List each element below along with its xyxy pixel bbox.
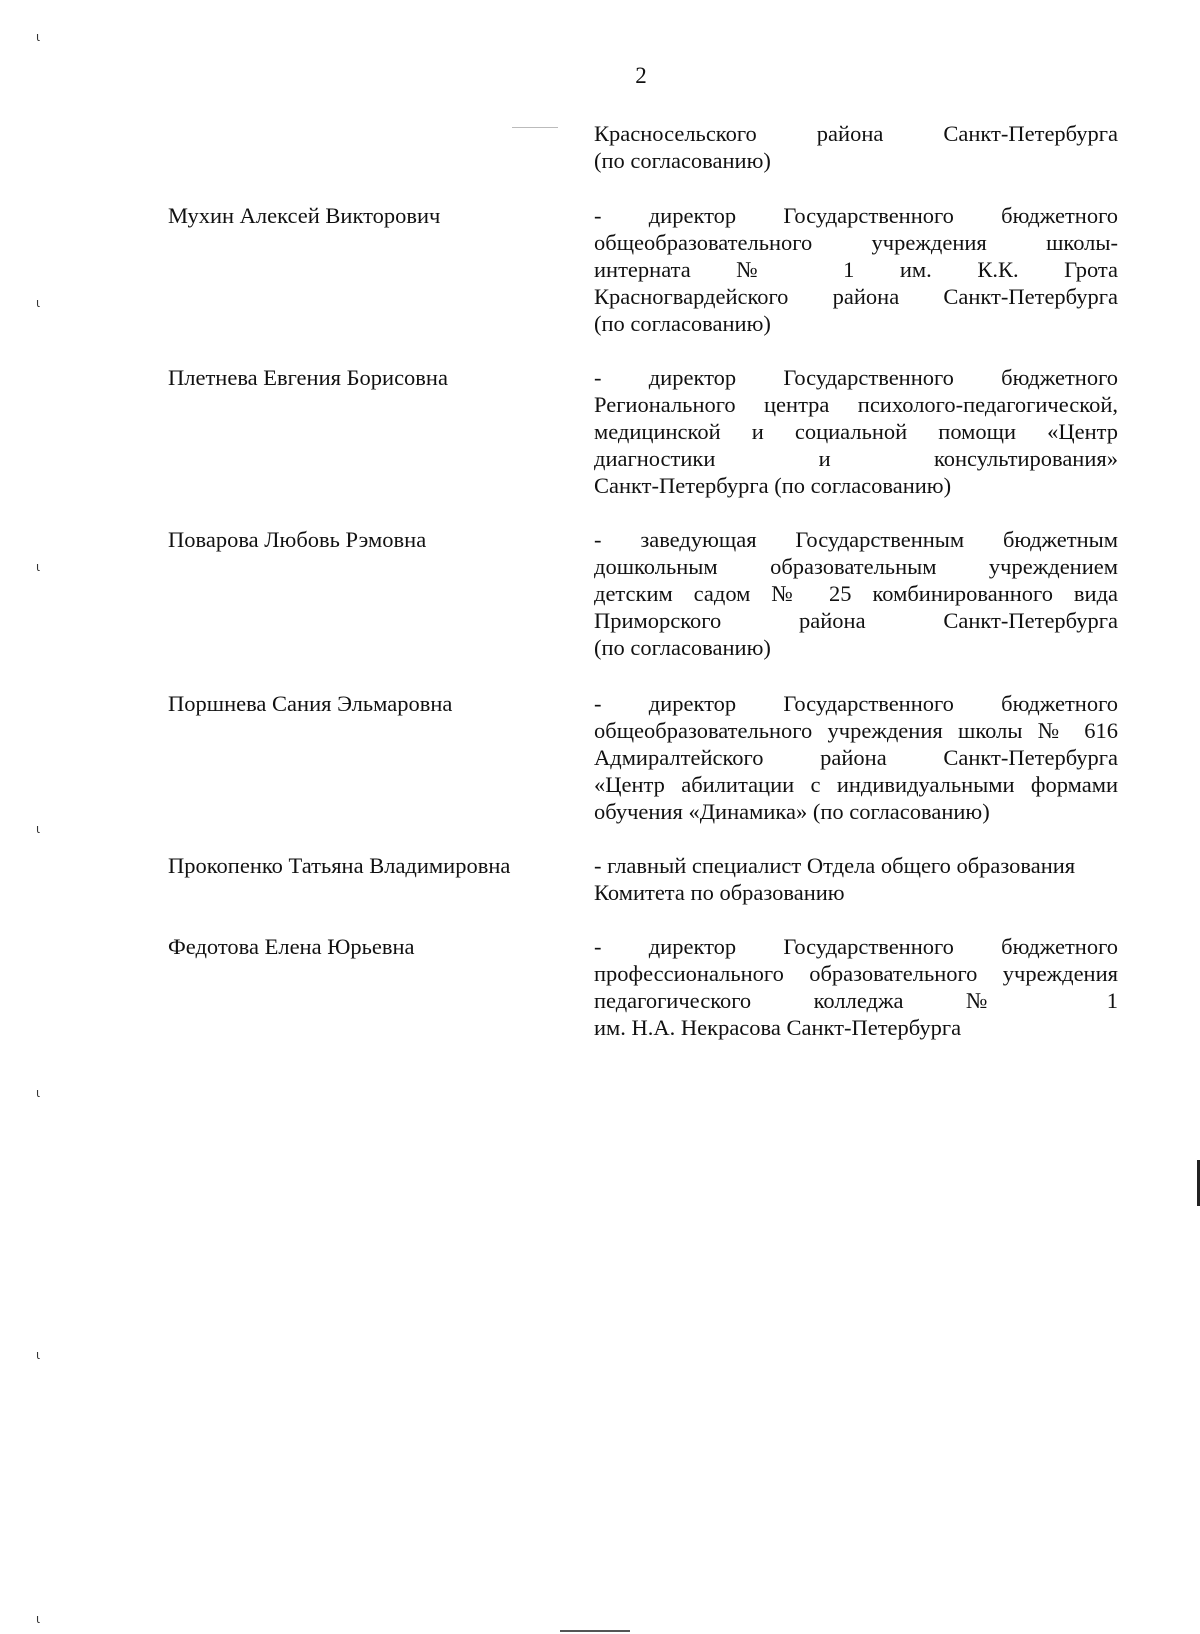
member-name: Федотова Елена Юрьевна [168,934,415,959]
member-position [594,526,1118,661]
position-line: - директор Государственного бюджетного [594,934,1118,959]
scan-dash [512,127,558,128]
member-position [594,120,1118,174]
member-name: Мухин Алексей Викторович [168,203,441,228]
member-position [594,852,1118,906]
position-line: дошкольным образовательным учреждением [594,554,1118,579]
scan-mark: ι [36,560,41,574]
scan-mark: ι [36,1086,41,1100]
position-line: диагностики и консультирования» [594,446,1118,471]
position-line: - директор Государственного бюджетного [594,365,1118,390]
scan-mark: ι [36,30,41,44]
position-line: - заведующая Государственным бюджетным [594,527,1118,552]
position-line: обучения «Динамика» (по согласованию) [594,799,990,824]
scan-mark: ι [36,822,41,836]
position-line: - директор Государственного бюджетного [594,691,1118,716]
position-line: (по согласованию) [594,148,771,173]
member-name: Прокопенко Татьяна Владимировна [168,853,511,878]
position-line: - директор Государственного бюджетного [594,203,1118,228]
page-number: 2 [635,63,647,88]
scan-mark: ι [36,1612,41,1626]
position-line: медицинской и социальной помощи «Центр [594,419,1118,444]
member-position [594,202,1118,337]
member-position [594,690,1118,825]
member-position [594,933,1118,1041]
position-line: Красногвардейского района Санкт-Петербурга [594,284,1118,309]
position-line: Приморского района Санкт-Петербурга [594,608,1118,633]
position-line: Санкт-Петербурга (по согласованию) [594,473,952,498]
member-name: Плетнева Евгения Борисовна [168,365,448,390]
position-line: (по согласованию) [594,311,771,336]
scan-mark: ι [36,1348,41,1362]
scan-mark: ι [36,296,41,310]
position-line: - главный специалист Отдела общего образования [594,853,1076,878]
position-line: Комитета по образованию [594,880,845,905]
position-line: детским садом № 25 комбинированного вида [594,581,1118,606]
position-line: профессионального образовательного учреждения [594,961,1118,986]
position-line: (по согласованию) [594,635,771,660]
position-line: Красносельского района Санкт-Петербурга [594,121,1118,146]
position-line: «Центр абилитации с индивидуальными формами [594,772,1118,797]
position-line: интерната № 1 им. К.К. Грота [594,257,1118,282]
member-name: Поварова Любовь Рэмовна [168,527,427,552]
position-line: педагогического колледжа № 1 [594,988,1118,1013]
position-line: общеобразовательного учреждения школы- [594,230,1118,255]
position-line: Адмиралтейского района Санкт-Петербурга [594,745,1118,770]
position-line: Регионального центра психолого-педагогической, [594,392,1118,417]
position-line: им. Н.А. Некрасова Санкт-Петербурга [594,1015,962,1040]
member-position [594,364,1118,499]
member-name: Поршнева Сания Эльмаровна [168,691,453,716]
position-line: общеобразовательного учреждения школы № 616 [594,718,1118,743]
scan-dash [560,1630,630,1632]
